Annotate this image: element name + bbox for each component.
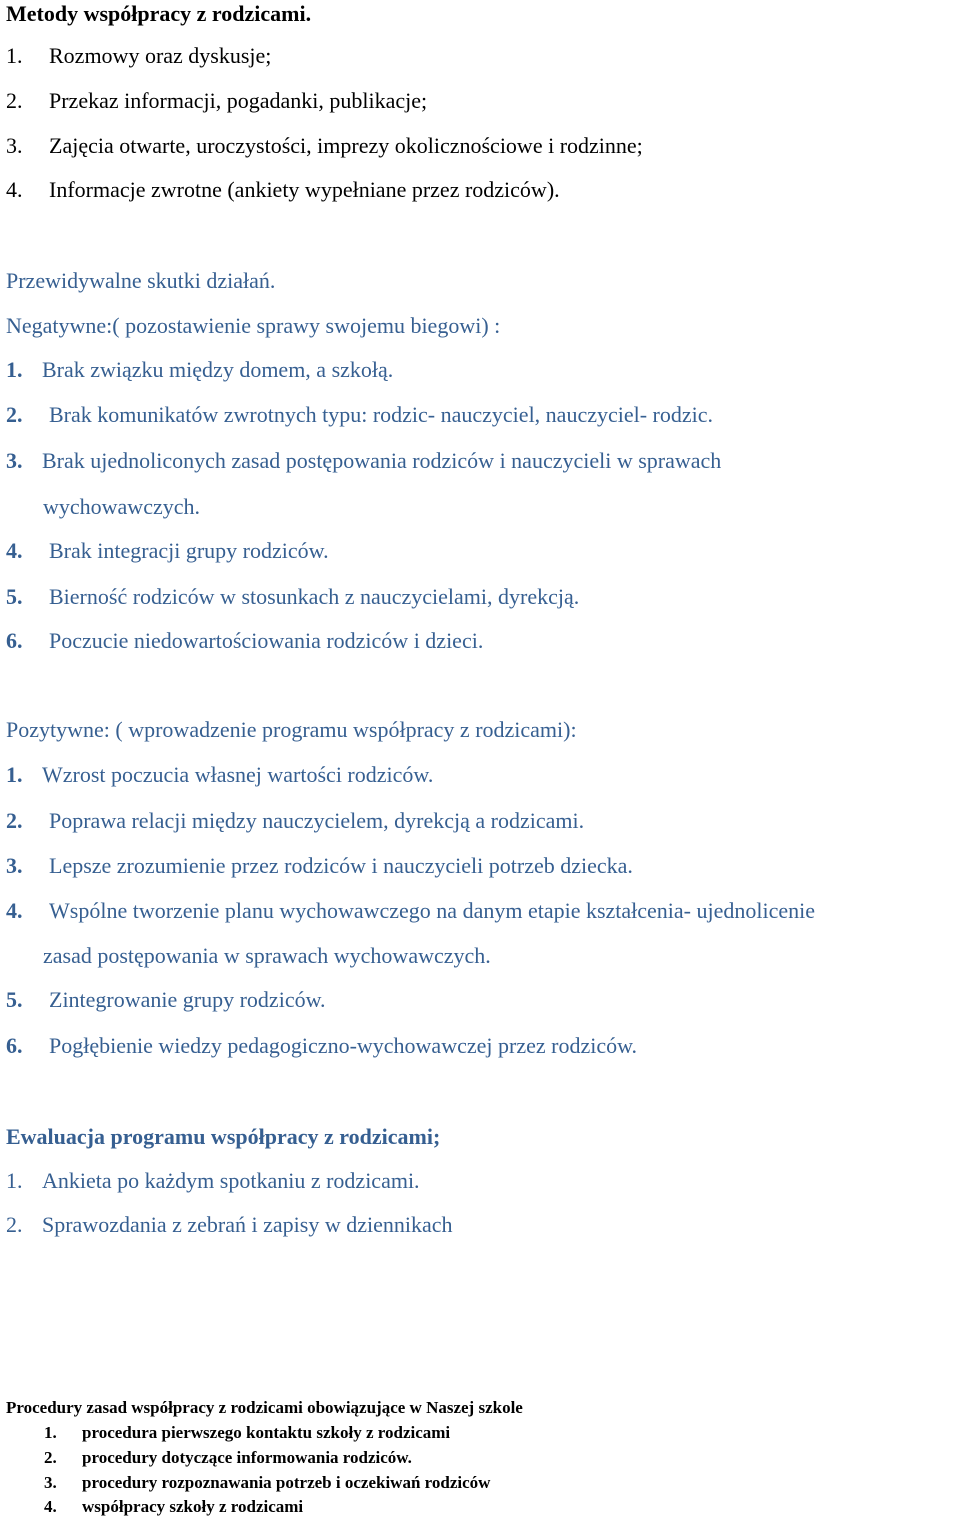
list-item: 2. Sprawozdania z zebrań i zapisy w dziennikach [6,1212,453,1237]
list-item-continuation: wychowawczych. [43,494,200,519]
list-item: 2. Brak komunikatów zwrotnych typu: rodzic- nauczyciel, nauczyciel- rodzic. [6,402,714,427]
list-item: 1. Brak związku między domem, a szkołą. [6,357,394,382]
list-item: 2. Poprawa relacji między nauczycielem, dyrekcją a rodzicami. [6,808,585,833]
list-item: 1. Wzrost poczucia własnej wartości rodziców. [6,762,434,787]
list-item: 4. współpracy szkoły z rodzicami [44,1497,304,1516]
evaluation-heading: Ewaluacja programu współpracy z rodzicami; [6,1124,441,1149]
list-item: 2. Przekaz informacji, pogadanki, publikacje; [6,88,428,113]
list-item: 1. Ankieta po każdym spotkaniu z rodzicami. [6,1168,420,1193]
list-item-continuation: zasad postępowania w sprawach wychowawczych. [43,943,491,968]
negative-heading [6,313,500,339]
list-item: 4. Informacje zwrotne (ankiety wypełniane przez rodziców). [6,177,560,202]
positive-label: Pozytywne: [6,717,110,742]
list-item: 1. procedura pierwszego kontaktu szkoły z rodzicami [44,1423,451,1442]
list-item: 4. Wspólne tworzenie planu wychowawczego na danym etapie kształcenia- ujednolicenie [6,898,816,923]
list-item: 3. Brak ujednoliconych zasad postępowania rodziców i nauczycieli w sprawach [6,448,722,473]
positive-note: ( wprowadzenie programu współpracy z rodzicami): [109,717,577,742]
list-item: 3. Zajęcia otwarte, uroczystości, imprezy okolicznościowe i rodzinne; [6,133,643,158]
list-item: 3. procedury rozpoznawania potrzeb i oczekiwań rodziców [44,1473,491,1492]
effects-heading: Przewidywalne skutki działań. [6,268,276,293]
procedures-heading: Procedury zasad współpracy z rodzicami obowiązujące w Naszej szkole [6,1398,523,1417]
list-item: 4. Brak integracji grupy rodziców. [6,538,329,563]
methods-heading: Metody współpracy z rodzicami. [6,1,312,26]
negative-note: ( pozostawienie sprawy swojemu biegowi) : [112,313,501,338]
list-item: 2. procedury dotyczące informowania rodziców. [44,1448,412,1467]
list-item: 5. Zintegrowanie grupy rodziców. [6,987,326,1012]
list-item: 6. Pogłębienie wiedzy pedagogiczno-wychowawczej przez rodziców. [6,1033,638,1058]
negative-label: Negatywne: [6,313,113,338]
list-item: 1. Rozmowy oraz dyskusje; [6,43,272,68]
list-item: 3. Lepsze zrozumienie przez rodziców i nauczycieli potrzeb dziecka. [6,853,633,878]
positive-heading [6,717,577,743]
list-item: 5. Bierność rodziców w stosunkach z nauczycielami, dyrekcją. [6,584,580,609]
list-item: 6. Poczucie niedowartościowania rodziców i dzieci. [6,628,484,653]
